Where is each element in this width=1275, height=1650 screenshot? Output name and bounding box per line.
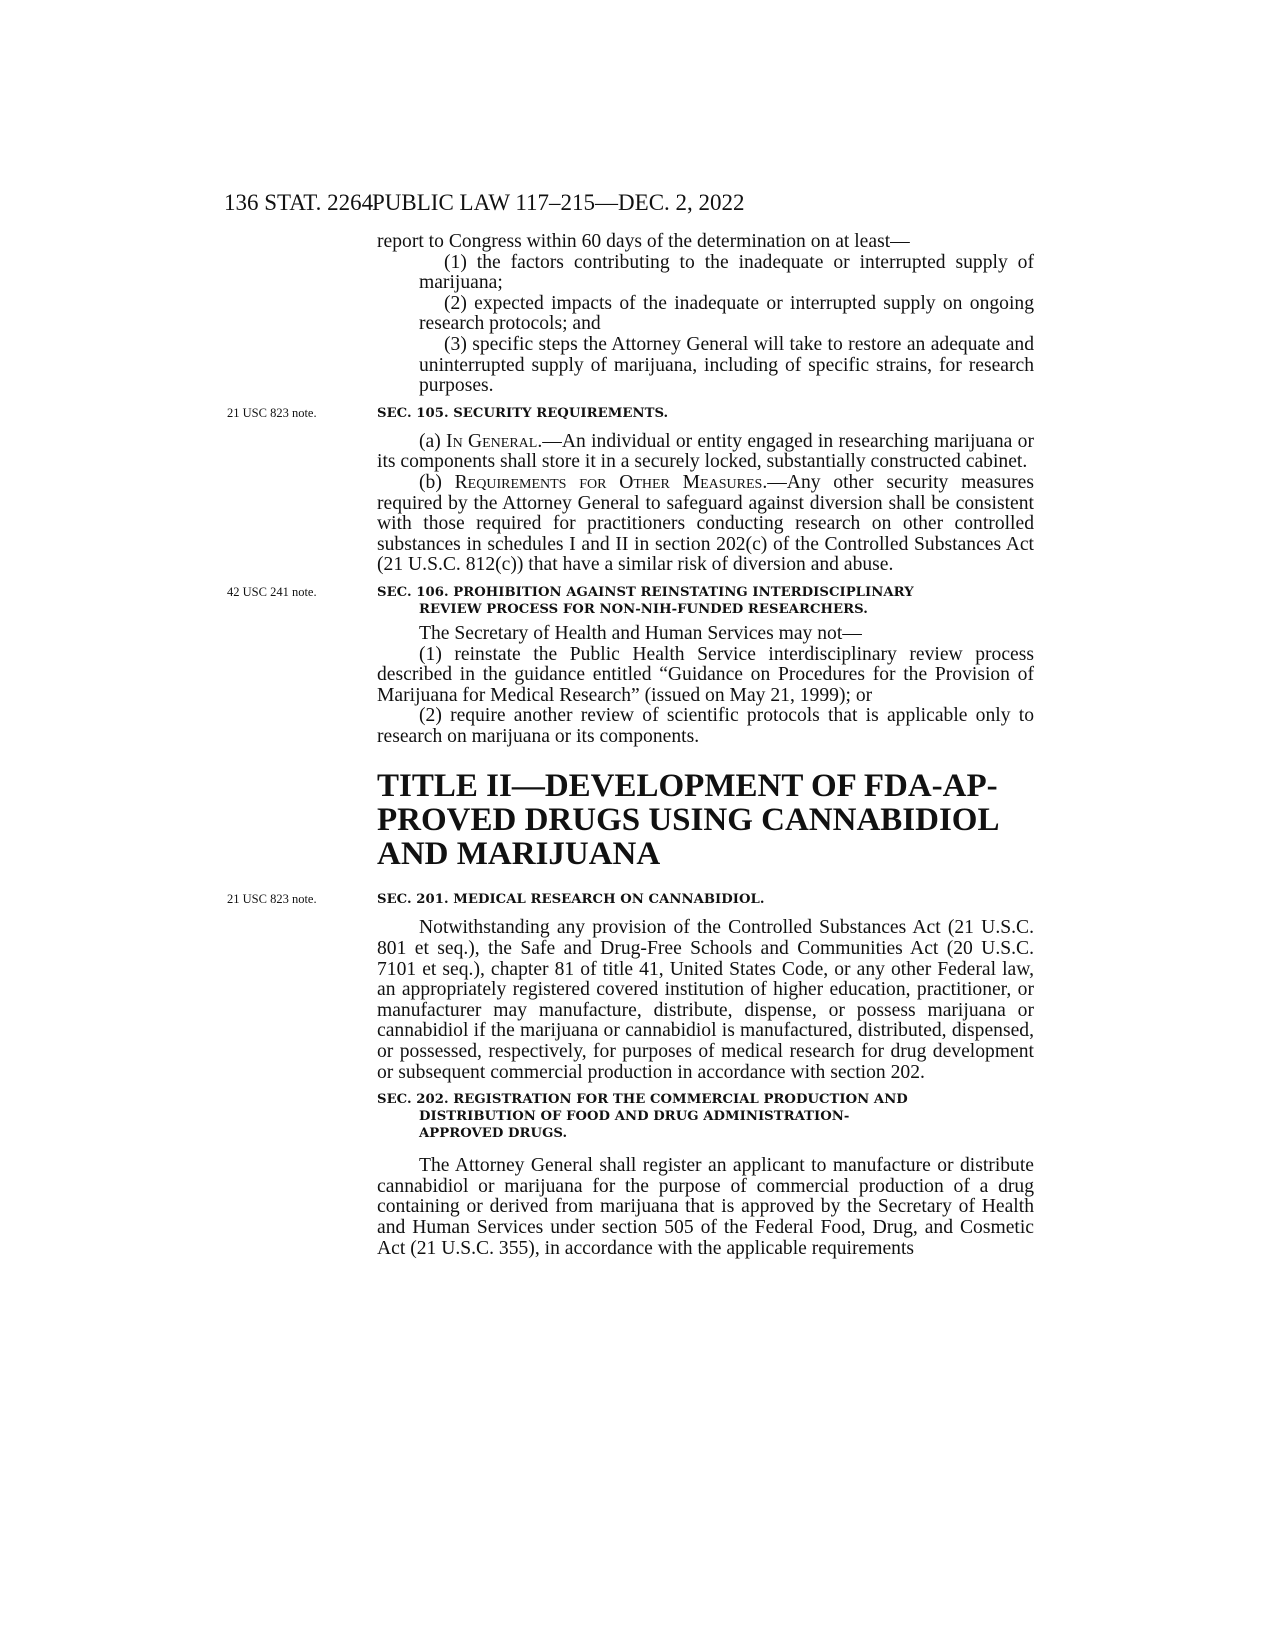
carryover-intro: report to Congress within 60 days of the determination on at least— [377,231,910,252]
sec201-text: Notwithstanding any provision of the Controlled Substances Act (21 U.S.C. 801 et seq.), the Safe and Drug-Free Schools and Communities Act (20 U.S.C. 7101 et seq.), chapter 81 of title 41, United States Code, or any other Federal law, an appropriately registered covered institution of higher education, practitioner, or manufacturer may manufacture, distribute, dispense, or possess marijuana or cannabidiol if the marijuana or cannabidiol is manufactured, distributed, dispensed, or possessed, respectively, for purposes of medical research for drug development or subsequent commercial production in accordance with section 202. [377,917,1034,1083]
page-body [227,231,1034,1259]
section-106 [227,584,1034,748]
sec105-subsection-b: (b) Requirements for Other Measures.—Any other security measures required by the Attorney General to safeguard against diversion shall be consistent with those required for practitioners conducting research on other controlled substances in schedules I and II in section 202(c) of the Controlled Substances Act (21 U.S.C. 812(c)) that have a similar risk of diversion and abuse. [377,471,1034,576]
carryover-item-2: (2) expected impacts of the inadequate or interrupted supply on ongoing research protocols; and [419,292,1034,335]
stat-citation: 136 STAT. 2264 [224,190,374,215]
page-header [224,183,1024,223]
sec202-text: The Attorney General shall register an applicant to manufacture or distribute cannabidiol or marijuana for the purpose of commercial production of a drug containing or derived from marijuana that is approved by the Secretary of Health and Human Services under section 505 of the Federal Food, Drug, and Cosmetic Act (21 U.S.C. 355), in accordance with the applicable requirements [377,1155,1034,1259]
section-202 [377,1091,1034,1259]
public-law-heading: PUBLIC LAW 117–215—DEC. 2, 2022 [372,190,745,215]
sec202-heading: SEC. 202. REGISTRATION FOR THE COMMERCIAL PRODUCTION AND DISTRIBUTION OF FOOD AND DRUG ADMINISTRATION- APPROVED DRUGS. [377,1092,908,1142]
title-line-1: TITLE II—DEVELOPMENT OF FDA-AP- [377,768,998,805]
carryover-item-1: (1) the factors contributing to the inadequate or interrupted supply of marijuana; [419,251,1034,294]
title-ii-heading [377,769,1034,871]
title-line-2: PROVED DRUGS USING CANNABIDIOL [377,802,1000,839]
sec106-item-1: (1) reinstate the Public Health Service interdisciplinary review process described in the guidance entitled “Guidance on Procedures for the Provision of Marijuana for Medical Research” (issued on May 21, 1999); or [377,643,1034,706]
margin-note-sec201: 21 USC 823 note. [227,892,317,907]
sec106-heading: SEC. 106. PROHIBITION AGAINST REINSTATING INTERDISCIPLINARY REVIEW PROCESS FOR NON-NIH-FUNDED RESEARCHERS. [377,584,914,617]
section-105 [227,405,1034,576]
section-201 [227,891,1034,1083]
sec105-a-label: In General [446,430,538,452]
sec201-heading: SEC. 201. MEDICAL RESEARCH ON CANNABIDIOL. [377,892,765,908]
margin-note-sec105: 21 USC 823 note. [227,405,317,420]
carryover-item-3: (3) specific steps the Attorney General will take to restore an adequate and uninterrupted supply of marijuana, including of specific strains, for research purposes. [419,333,1034,397]
sec105-heading: SEC. 105. SECURITY REQUIREMENTS. [377,405,669,421]
sec105-b-label: Requirements for Other Measures [454,471,763,493]
sec105-subsection-a: (a) In General.—An individual or entity engaged in researching marijuana or its components shall store it in a securely locked, substantially constructed cabinet. [377,430,1034,473]
sec106-item-2: (2) require another review of scientific protocols that is applicable only to research on marijuana or its components. [377,705,1034,747]
margin-note-sec106: 42 USC 241 note. [227,584,317,599]
sec106-intro: The Secretary of Health and Human Services may not— [419,622,862,644]
title-line-3: AND MARIJUANA [377,836,661,873]
